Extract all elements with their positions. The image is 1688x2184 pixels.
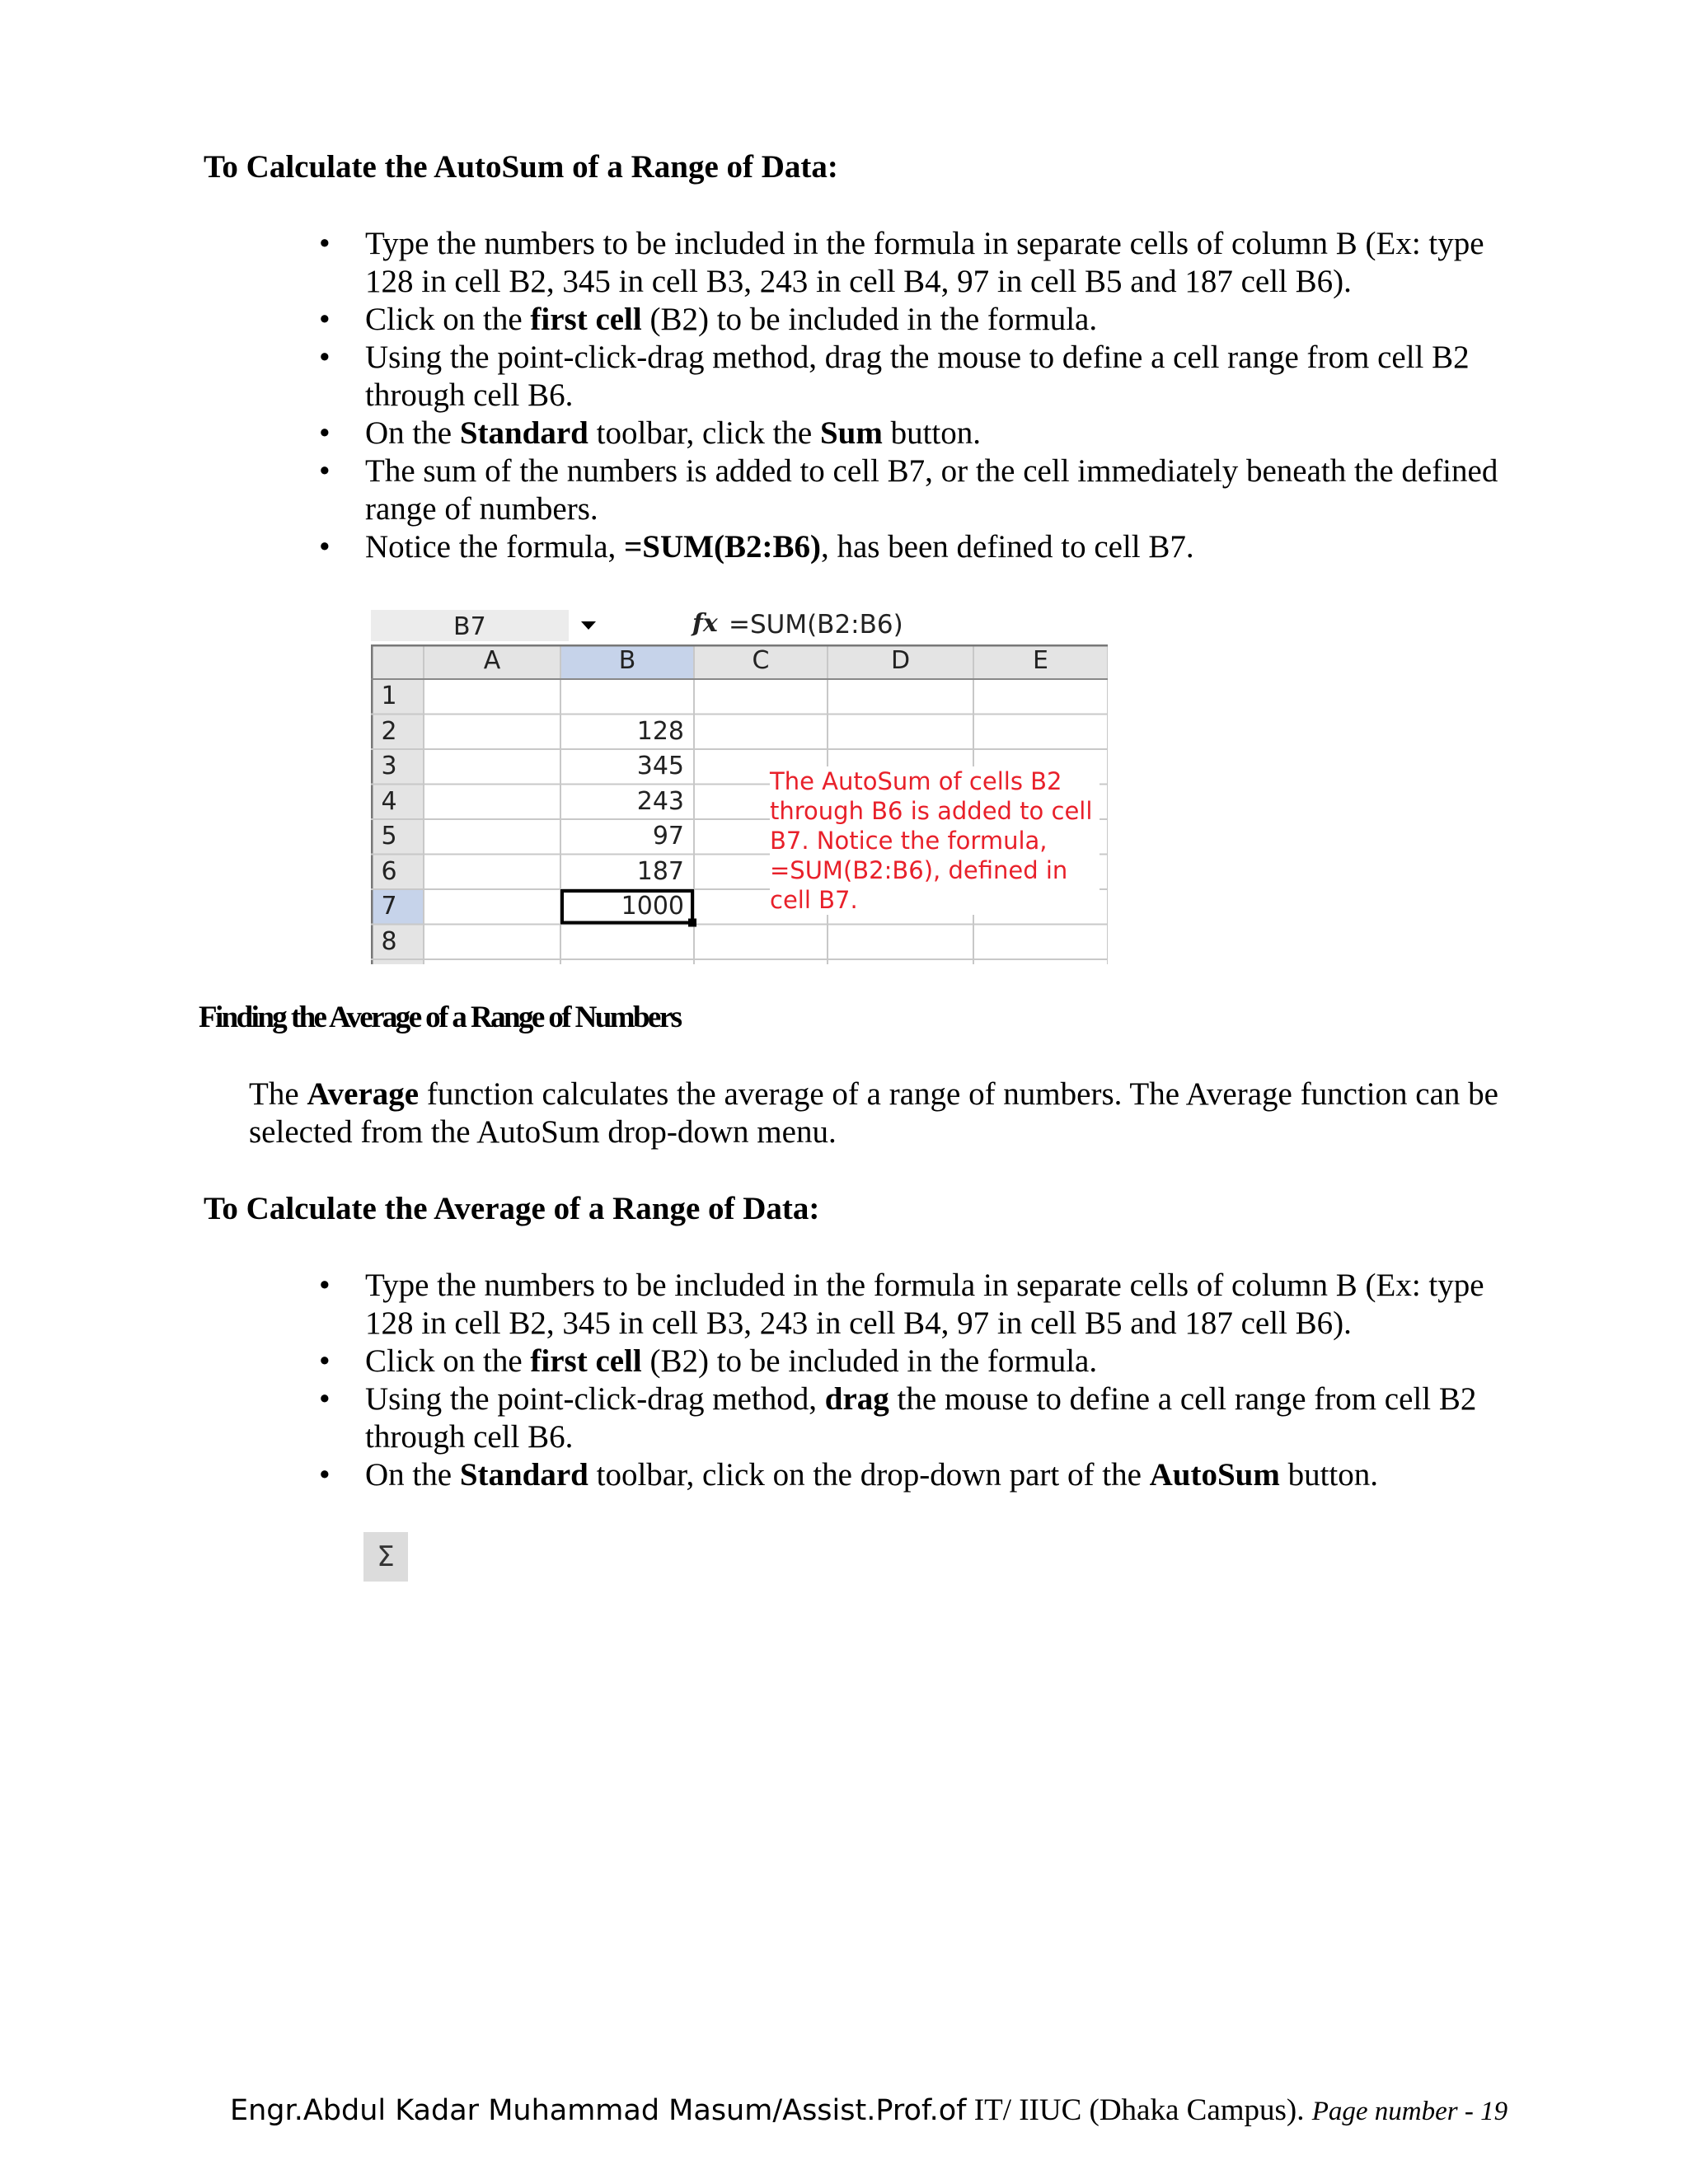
list-item: • Click on the first cell (B2) to be included in the formula.: [365, 301, 1503, 339]
column-header: D: [890, 646, 911, 675]
row-header: 7: [381, 892, 397, 921]
list-item: • Type the numbers to be included in the formula in separate cells of column B (Ex: type 128 in cell B2, 345 in cell B3, 243 in cell B4, 97 in cell B5 and 187 cell B6).: [365, 1267, 1503, 1343]
cell-value: 128: [636, 716, 684, 746]
cell-value: 243: [636, 786, 684, 816]
average-heading: Finding the Average of a Range of Numbers: [199, 1001, 681, 1034]
row-header: 6: [381, 856, 397, 886]
column-header: B: [618, 646, 636, 675]
list-item: • On the Standard toolbar, click the Sum button.: [365, 415, 1503, 452]
autosum-heading: To Calculate the AutoSum of a Range of Data:: [204, 149, 838, 185]
average-paragraph: The Average function calculates the average of a range of numbers. The Average function can be selected from the AutoSum drop-down menu.: [249, 1076, 1498, 1150]
name-box[interactable]: [371, 610, 569, 641]
sigma-icon[interactable]: Σ: [363, 1532, 408, 1582]
row-header: 1: [381, 682, 397, 710]
spreadsheet-screenshot: [366, 608, 1109, 966]
row-header: 8: [381, 926, 397, 956]
list-item: • The sum of the numbers is added to cell B7, or the cell immediately beneath the defined range of numbers.: [365, 452, 1503, 528]
function-icon[interactable]: fx: [692, 609, 718, 638]
row-header: 4: [381, 786, 397, 816]
average-steps-list: [365, 1267, 1503, 1494]
name-box-value: B7: [453, 612, 486, 641]
chevron-down-icon[interactable]: [581, 621, 596, 630]
row-header: 5: [381, 822, 397, 851]
list-item: • On the Standard toolbar, click on the drop-down part of the AutoSum button.: [365, 1456, 1503, 1494]
column-header: E: [1033, 646, 1048, 675]
footer-affiliation: IT/ IIUC (Dhaka Campus).: [966, 2093, 1312, 2127]
footer-page-number: Page number - 19: [1311, 2097, 1508, 2126]
column-header: A: [483, 646, 501, 675]
column-header: C: [752, 646, 770, 675]
cell-value: 97: [652, 822, 684, 851]
footer-author: Engr.Abdul Kadar Muhammad Masum/Assist.Prof.of: [230, 2094, 967, 2127]
page-footer: [230, 2092, 1507, 2130]
formula-bar: [366, 608, 1109, 644]
formula-text[interactable]: =SUM(B2:B6): [729, 610, 903, 640]
worksheet-grid: [371, 644, 1108, 964]
list-item: • Type the numbers to be included in the formula in separate cells of column B (Ex: type 128 in cell B2, 345 in cell B3, 243 in cell B4, 97 in cell B5 and 187 cell B6).: [365, 225, 1503, 301]
list-item: • Using the point-click-drag method, drag the mouse to define a cell range from cell B2 through cell B6.: [365, 1380, 1503, 1456]
callout-note: The AutoSum of cells B2 through B6 is added to cell B7. Notice the formula, =SUM(B2:B6), defined in cell B7.: [770, 766, 1100, 915]
list-item: • Click on the first cell (B2) to be included in the formula.: [365, 1343, 1503, 1380]
cell-value: 345: [636, 752, 684, 780]
row-header: 3: [381, 752, 397, 780]
list-item: • Using the point-click-drag method, drag the mouse to define a cell range from cell B2 through cell B6.: [365, 339, 1503, 415]
average-steps-heading: To Calculate the Average of a Range of Data:: [204, 1191, 820, 1226]
autosum-steps-list: [365, 225, 1503, 566]
row-header: 2: [381, 716, 397, 746]
cell-value: 187: [636, 856, 684, 886]
cell-value: 1000: [621, 892, 684, 921]
list-item: • Notice the formula, =SUM(B2:B6), has been defined to cell B7.: [365, 528, 1503, 566]
fill-handle: [688, 919, 696, 927]
